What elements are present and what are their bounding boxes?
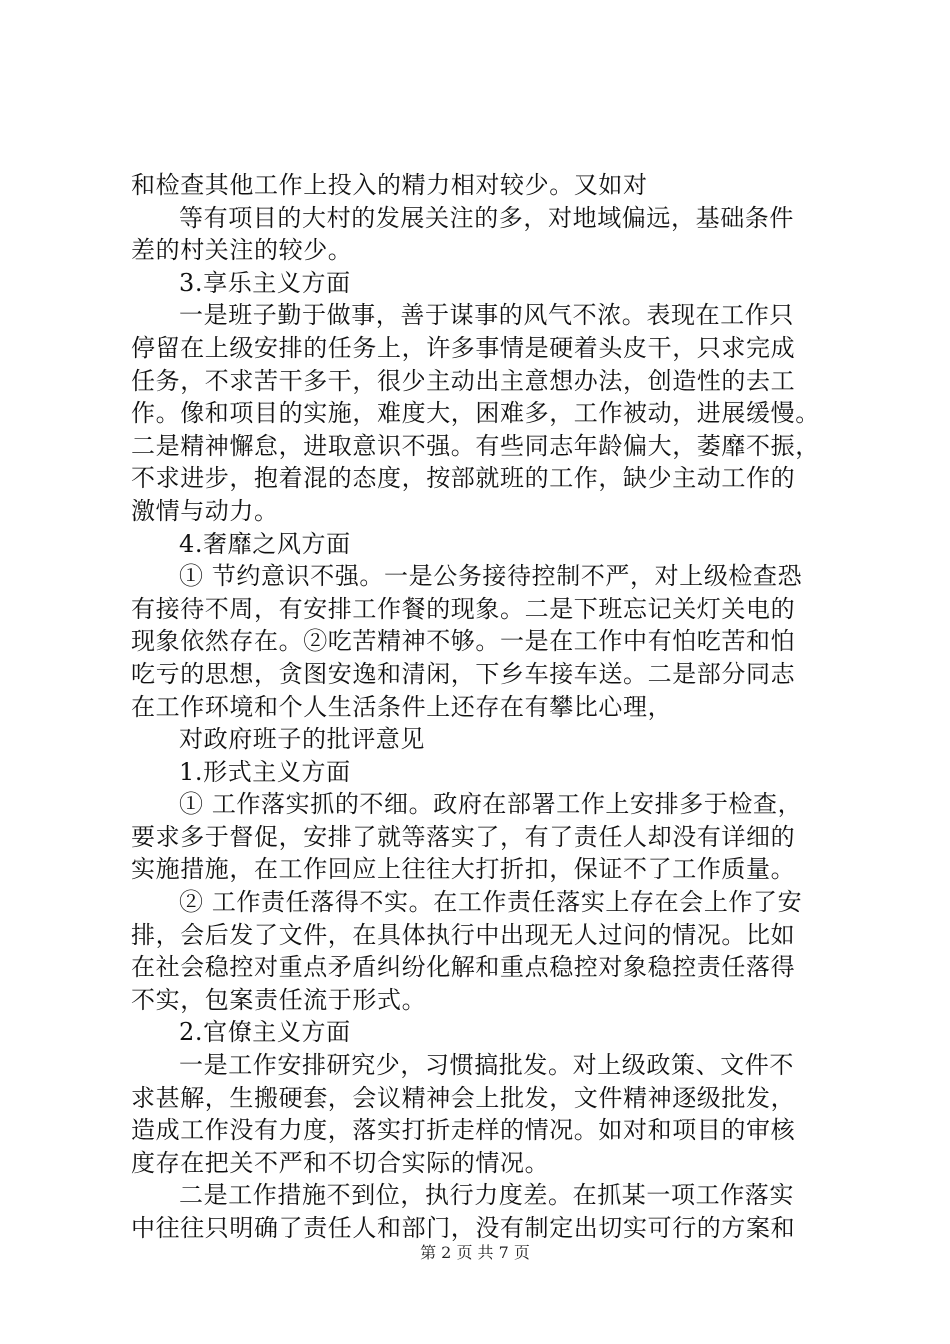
page-number: 第 2 页 共 7 页 xyxy=(420,1243,530,1262)
text-line: 一是班子勤于做事，善于谋事的风气不浓。表现在工作只 xyxy=(179,301,794,330)
text-line: 2.官僚主义方面 xyxy=(179,1018,351,1047)
text-line: 任务，不求苦干多干，很少主动出主意想办法，创造性的去工 xyxy=(131,366,796,395)
text-line: 造成工作没有力度，落实打折走样的情况。如对和项目的审核 xyxy=(131,1116,796,1145)
text-line: ① 节约意识不强。一是公务接待控制不严，对上级检查恐 xyxy=(179,562,803,591)
text-line: ① 工作落实抓的不细。政府在部署工作上安排多于检查， xyxy=(179,790,803,819)
text-line: 作。像和项目的实施，难度大，困难多，工作被动，进展缓慢。 xyxy=(131,399,820,428)
text-line: 求甚解，生搬硬套，会议精神会上批发，文件精神逐级批发， xyxy=(131,1083,796,1112)
text-line: 3.享乐主义方面 xyxy=(179,268,351,297)
text-line: 二是工作措施不到位，执行力度差。在抓某一项工作落实 xyxy=(179,1181,794,1210)
text-line: 对政府班子的批评意见 xyxy=(179,725,425,754)
text-line: 停留在上级安排的任务上，许多事情是硬着头皮干，只求完成 xyxy=(131,333,796,362)
text-line: 要求多于督促，安排了就等落实了，有了责任人却没有详细的 xyxy=(131,822,796,851)
text-line: ② 工作责任落得不实。在工作责任落实上存在会上作了安 xyxy=(179,888,803,917)
text-line: 4.奢靡之风方面 xyxy=(179,529,351,558)
text-line: 吃亏的思想，贪图安逸和清闲，下乡车接车送。二是部分同志 xyxy=(131,659,796,688)
text-line: 在社会稳控对重点矛盾纠纷化解和重点稳控对象稳控责任落得 xyxy=(131,953,796,982)
text-line: 有接待不周，有安排工作餐的现象。二是下班忘记关灯关电的 xyxy=(131,594,796,623)
text-line: 现象依然存在。②吃苦精神不够。一是在工作中有怕吃苦和怕 xyxy=(131,627,796,656)
text-line: 等有项目的大村的发展关注的多，对地域偏远，基础条件 xyxy=(179,203,794,232)
text-line: 和检查其他工作上投入的精力相对较少。又如对 xyxy=(131,171,648,199)
text-line: 1.形式主义方面 xyxy=(179,757,351,786)
text-line: 排，会后发了文件，在具体执行中出现无人过问的情况。比如 xyxy=(131,920,796,949)
text-line: 差的村关注的较少。 xyxy=(131,236,353,265)
text-line: 中往往只明确了责任人和部门，没有制定出切实可行的方案和 xyxy=(131,1214,796,1242)
text-line: 不实，包案责任流于形式。 xyxy=(131,985,427,1014)
text-line: 激情与动力。 xyxy=(131,496,279,525)
text-line: 一是工作安排研究少，习惯搞批发。对上级政策、文件不 xyxy=(179,1051,794,1080)
document-body xyxy=(131,169,836,1245)
text-line: 不求进步，抱着混的态度，按部就班的工作，缺少主动工作的 xyxy=(131,464,796,493)
text-line: 二是精神懈怠，进取意识不强。有些同志年龄偏大，萎靡不振， xyxy=(131,431,820,460)
text-line: 在工作环境和个人生活条件上还存在有攀比心理， xyxy=(131,692,673,721)
text-line: 度存在把关不严和不切合实际的情况。 xyxy=(131,1148,550,1177)
text-line: 实施措施，在工作回应上往往大打折扣，保证不了工作质量。 xyxy=(131,855,796,884)
